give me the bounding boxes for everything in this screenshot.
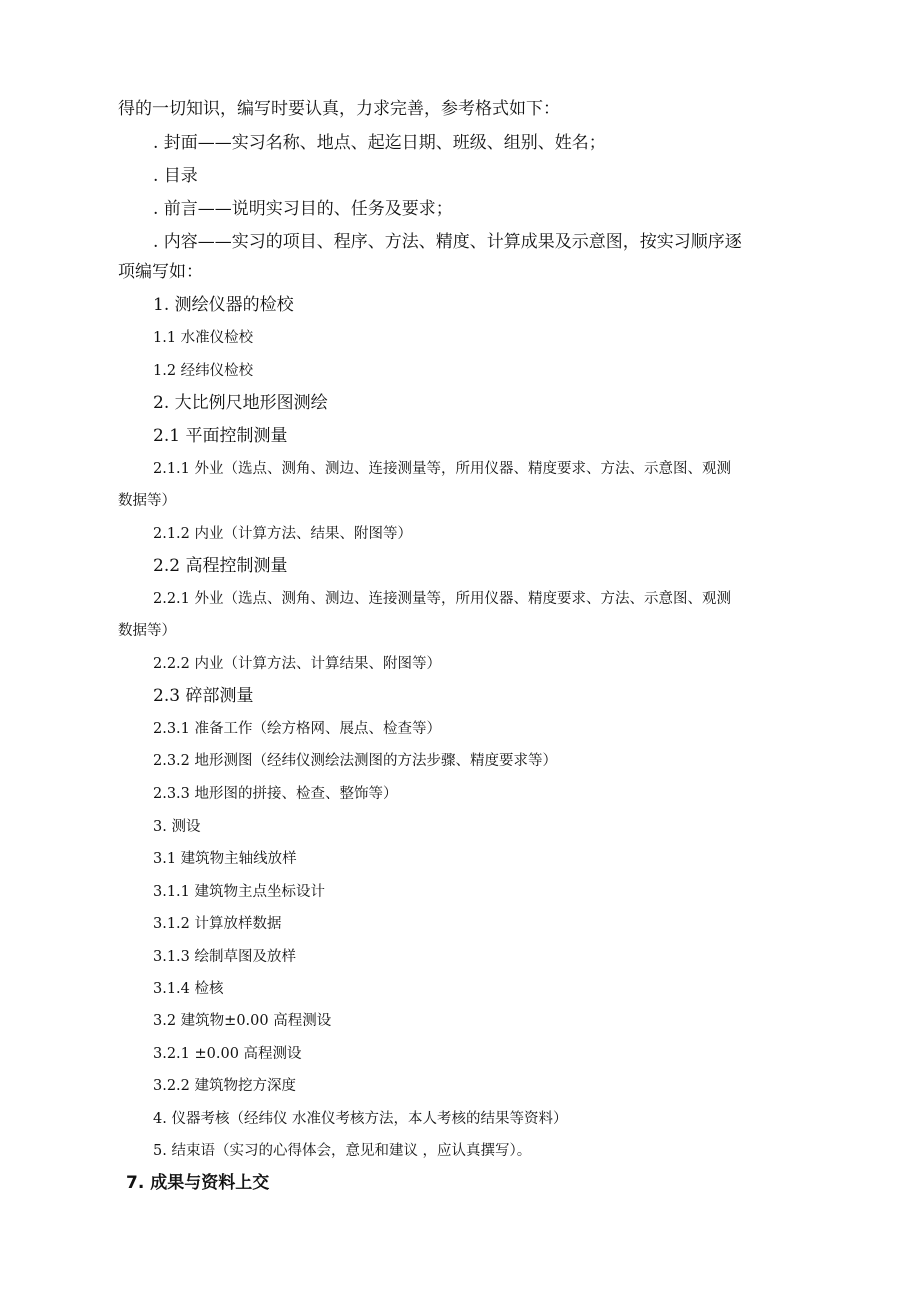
text-line: 3.1.4 检核: [153, 981, 224, 997]
text-line: 5. 结束语（实习的心得体会，意见和建议 ，应认真撰写）。: [153, 1143, 532, 1159]
text-line: 3.1 建筑物主轴线放样: [153, 851, 297, 867]
text-line: 3. 测设: [153, 819, 201, 835]
text-line: 3.2 建筑物±0.00 高程测设: [153, 1013, 332, 1029]
text-line: 1.2 经纬仪检校: [153, 363, 254, 379]
text-line: . 目录: [153, 166, 198, 186]
text-line: 数据等）: [118, 623, 176, 639]
text-line: 2. 大比例尺地形图测绘: [153, 393, 328, 413]
text-line: 1. 测绘仪器的检校: [153, 295, 294, 315]
text-line: 2.2 高程控制测量: [153, 556, 288, 576]
text-line: 3.2.1 ±0.00 高程测设: [153, 1046, 302, 1062]
text-line: . 前言——说明实习目的、任务及要求；: [153, 199, 453, 219]
text-line: 3.1.2 计算放样数据: [153, 916, 282, 932]
section-heading: 7. 成果与资料上交: [126, 1173, 270, 1193]
text-line: . 内容——实习的项目、程序、方法、精度、计算成果及示意图，按实习顺序逐: [153, 232, 742, 252]
text-line: 2.3 碎部测量: [153, 686, 254, 706]
text-line: 2.3.1 准备工作（绘方格网、展点、检查等）: [153, 721, 442, 737]
text-line: 2.3.3 地形图的拼接、检查、整饰等）: [153, 786, 398, 802]
text-line: 3.1.3 绘制草图及放样: [153, 949, 297, 965]
text-line: 数据等）: [118, 493, 176, 509]
text-line: 1.1 水准仪检校: [153, 330, 254, 346]
text-line: 2.3.2 地形测图（经纬仪测绘法测图的方法步骤、精度要求等）: [153, 753, 558, 769]
text-line: 2.1 平面控制测量: [153, 426, 288, 446]
text-line: 项编写如：: [118, 262, 203, 282]
text-line: 2.1.1 外业（选点、测角、测边、连接测量等，所用仪器、精度要求、方法、示意图、观测: [153, 461, 731, 477]
text-line: 得的一切知识，编写时要认真，力求完善，参考格式如下：: [118, 99, 560, 119]
text-line: . 封面——实习名称、地点、起迄日期、班级、组别、姓名；: [153, 133, 606, 153]
text-line: 2.2.2 内业（计算方法、计算结果、附图等）: [153, 656, 442, 672]
text-line: 2.2.1 外业（选点、测角、测边、连接测量等，所用仪器、精度要求、方法、示意图、观测: [153, 591, 731, 607]
text-line: 3.2.2 建筑物挖方深度: [153, 1078, 297, 1094]
text-line: 3.1.1 建筑物主点坐标设计: [153, 884, 326, 900]
text-line: 4. 仪器考核（经纬仪 水准仪考核方法，本人考核的结果等资料）: [153, 1111, 568, 1127]
text-line: 2.1.2 内业（计算方法、结果、附图等）: [153, 526, 413, 542]
